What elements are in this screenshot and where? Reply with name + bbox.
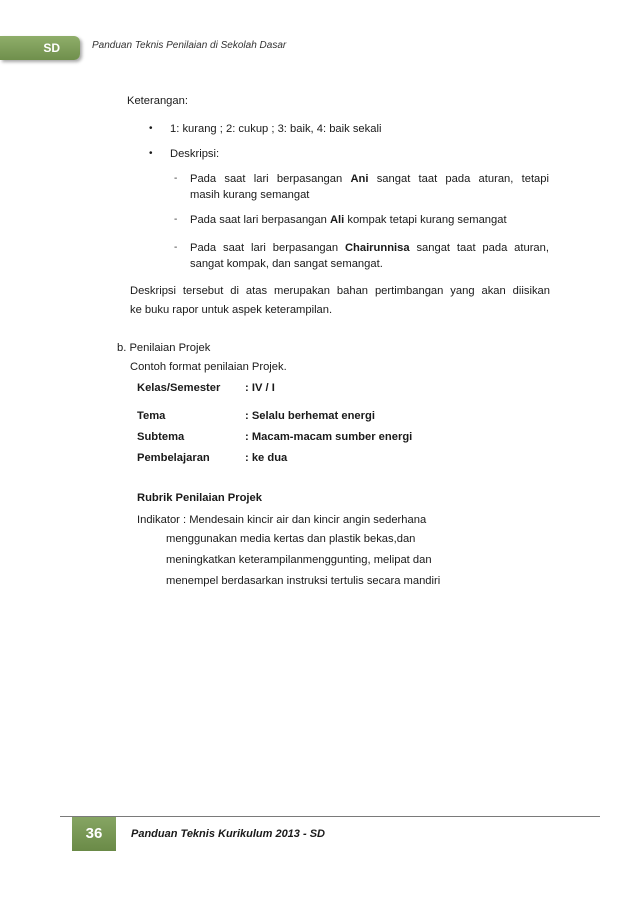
keterangan-heading: Keterangan:	[127, 95, 188, 107]
deskripsi-item-1-line2: masih kurang semangat	[190, 189, 310, 201]
indikator-line1: Indikator : Mendesain kincir air dan kincir angin sederhana	[137, 514, 427, 526]
paragraph-line1: Deskripsi tersebut di atas merupakan bahan pertimbangan yang akan diisikan	[130, 285, 550, 297]
indikator-line4: menempel berdasarkan instruksi tertulis secara mandiri	[166, 575, 441, 587]
field-kelas-value: : IV / I	[245, 382, 275, 394]
dash-icon: -	[174, 173, 178, 184]
bullet-icon: •	[149, 148, 153, 159]
header-section-tab: SD	[0, 36, 80, 60]
indikator-line2: menggunakan media kertas dan plastik bekas,dan	[166, 533, 416, 545]
field-tema-label: Tema	[137, 410, 166, 422]
bullet-icon: •	[149, 123, 153, 134]
deskripsi-item-3-line2: sangat kompak, dan sangat semangat.	[190, 258, 383, 270]
field-subtema-label: Subtema	[137, 431, 185, 443]
score-scale: 1: kurang ; 2: cukup ; 3: baik, 4: baik sekali	[170, 123, 382, 135]
header-title: Panduan Teknis Penilaian di Sekolah Dasar	[92, 40, 287, 51]
deskripsi-item-1-line1: Pada saat lari berpasangan Ani sangat taat pada aturan, tetapi	[190, 173, 549, 185]
field-pembelajaran-label: Pembelajaran	[137, 452, 210, 464]
field-subtema-value: : Macam-macam sumber energi	[245, 431, 413, 443]
field-pembelajaran-value: : ke dua	[245, 452, 288, 464]
field-kelas-label: Kelas/Semester	[137, 382, 221, 394]
paragraph-line2: ke buku rapor untuk aspek keterampilan.	[130, 304, 333, 316]
deskripsi-item-2: Pada saat lari berpasangan Ali kompak tetapi kurang semangat	[190, 214, 507, 226]
section-b-heading: b. Penilaian Projek	[117, 342, 211, 354]
page-number: 36	[72, 817, 116, 851]
deskripsi-label: Deskripsi:	[170, 148, 220, 160]
dash-icon: -	[174, 214, 178, 225]
section-b-intro: Contoh format penilaian Projek.	[130, 361, 287, 373]
footer-divider	[60, 816, 600, 817]
indikator-line3: meningkatkan keterampilanmenggunting, melipat dan	[166, 554, 432, 566]
rubric-title: Rubrik Penilaian Projek	[137, 492, 262, 504]
field-tema-value: : Selalu berhemat energi	[245, 410, 375, 422]
deskripsi-item-3-line1: Pada saat lari berpasangan Chairunnisa sangat taat pada aturan,	[190, 242, 549, 254]
dash-icon: -	[174, 242, 178, 253]
footer-title: Panduan Teknis Kurikulum 2013 - SD	[131, 828, 325, 840]
